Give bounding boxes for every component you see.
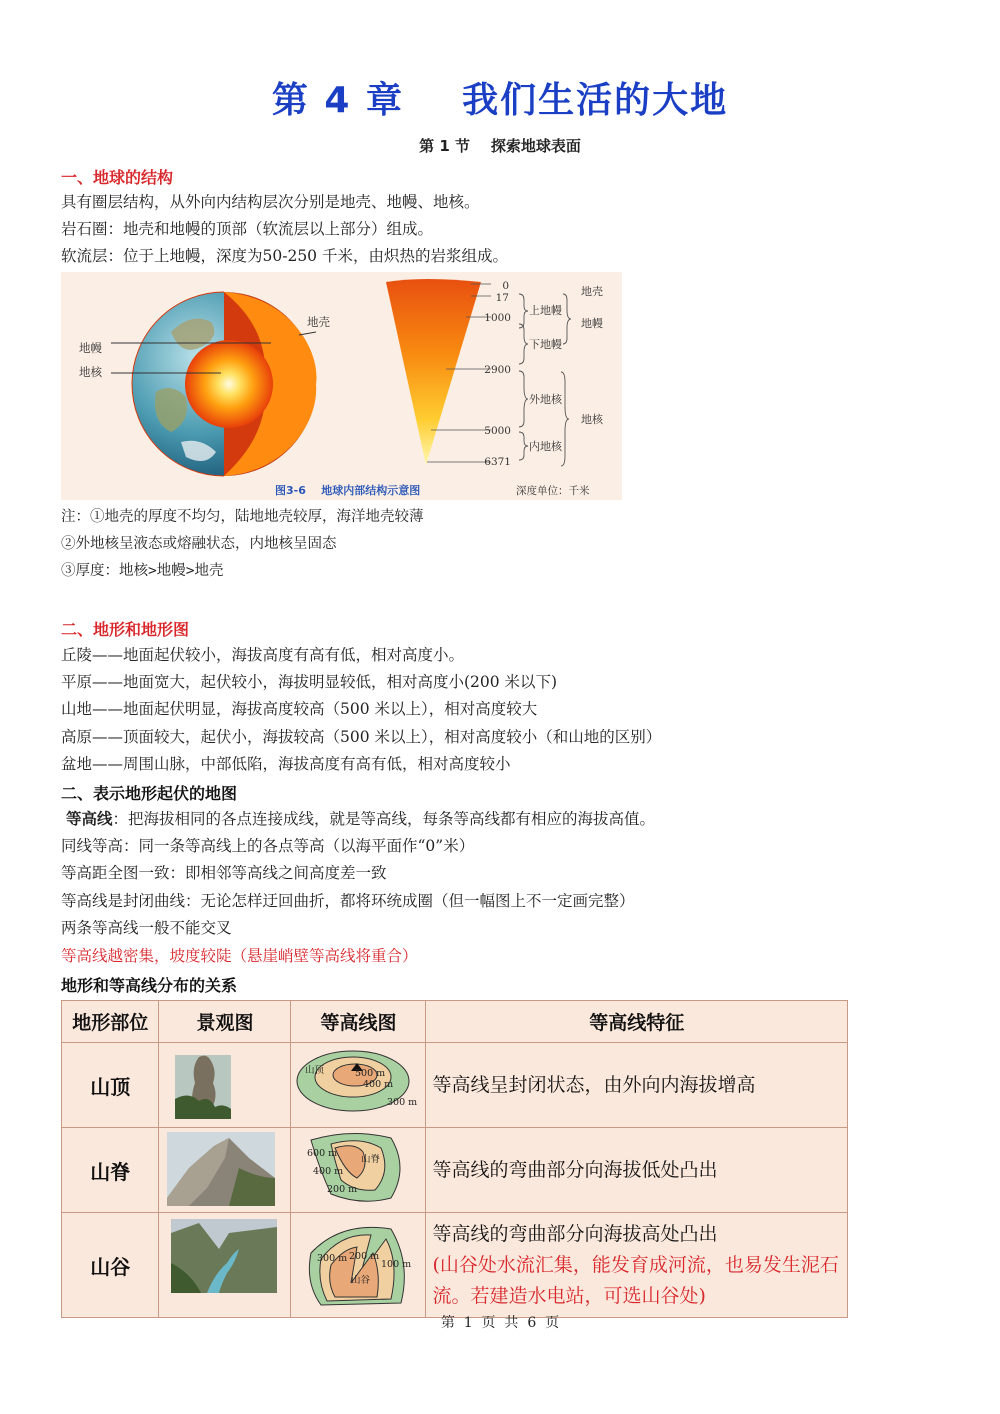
depth-0: 0 — [502, 280, 509, 292]
landscape-photo-valley — [159, 1213, 291, 1318]
label-mantle: 地幔 — [79, 341, 102, 355]
feature-cell — [426, 1213, 848, 1318]
contour-map-ridge — [291, 1128, 426, 1213]
text-line: 等高线是封闭曲线：无论怎样迂回曲折，都将环统成圈（但一幅图上不一定画完整） — [61, 892, 635, 910]
landform-name: 山谷 — [62, 1213, 159, 1318]
layer-crust: 地壳 — [581, 285, 603, 298]
feature-text: 等高线的弯曲部分向海拔高处凸出 — [432, 1222, 718, 1245]
contour-map-valley — [291, 1213, 426, 1318]
map-label: 500 m — [355, 1068, 386, 1079]
map-label: 300 m — [317, 1253, 348, 1264]
heading-earth-structure: 一、地球的结构 — [61, 168, 174, 187]
landscape-photo-ridge — [159, 1128, 291, 1213]
layer-upper-mantle: 上地幔 — [529, 304, 562, 317]
feature-cell — [426, 1128, 848, 1213]
feature-red-note: (山谷处水流汇集，能发育成河流，也易发生泥石流。若建造水电站，可选山谷处) — [432, 1253, 839, 1307]
contour-def-text: ：把海拔相同的各点连接成线，就是等高线，每条等高线都有相应的海拔高值。 — [112, 810, 656, 828]
layer-mantle: 地幔 — [581, 317, 603, 330]
table-header: 地形部位 — [62, 1001, 159, 1043]
depth-17: 17 — [495, 292, 509, 304]
text-line: 岩石圈：地壳和地幔的顶部（软流层以上部分）组成。 — [61, 220, 434, 238]
depth-2900: 2900 — [484, 364, 511, 376]
layer-outer-core: 外地核 — [529, 393, 562, 406]
table-row — [62, 1213, 848, 1318]
map-label: 山谷 — [351, 1275, 371, 1286]
figure-caption: 图3-6 地球内部结构示意图 — [275, 484, 421, 497]
note-line: ②外地核呈液态或熔融状态，内地核呈固态 — [61, 536, 337, 552]
landscape-photo-summit — [159, 1043, 291, 1128]
landform-name: 山脊 — [62, 1128, 159, 1213]
label-crust: 地壳 — [307, 315, 330, 329]
page-footer: 第 1 页 共 6 页 — [440, 1315, 560, 1331]
feature-text: 等高线呈封闭状态，由外向内海拔增高 — [432, 1073, 756, 1096]
label-core: 地核 — [79, 365, 102, 379]
text-line: 盆地——周围山脉，中部低陷，海拔高度有高有低，相对高度较小 — [61, 755, 511, 773]
contour-term: 等高线 — [66, 810, 113, 828]
map-label: 100 m — [381, 1259, 412, 1270]
depth-6371: 6371 — [484, 456, 511, 468]
table-header: 景观图 — [159, 1001, 291, 1043]
text-line: 平原——地面宽大，起伏较小，海拔明显较低，相对高度小(200 米以下) — [61, 673, 558, 691]
text-line: 两条等高线一般不能交叉 — [61, 919, 232, 937]
table-title: 地形和等高线分布的关系 — [61, 976, 238, 995]
chapter-title: 第 4 章 我们生活的大地 — [271, 80, 729, 121]
map-label: 600 m — [307, 1148, 338, 1159]
landform-contour-table — [61, 1000, 848, 1318]
feature-cell — [426, 1043, 848, 1128]
table-row — [62, 1043, 848, 1128]
text-line: 等高距全图一致：即相邻等高线之间高度差一致 — [61, 864, 387, 882]
map-label: 山顶 — [305, 1065, 325, 1076]
map-label: 400 m — [363, 1079, 394, 1090]
layer-core: 地核 — [581, 413, 603, 426]
text-line: 同线等高：同一条等高线上的各点等高（以海平面作“0”米） — [61, 837, 475, 855]
depth-wedge — [386, 279, 481, 465]
map-label: 300 m — [387, 1097, 418, 1108]
globe-cutaway-icon — [132, 292, 317, 476]
text-line: 软流层：位于上地幔，深度为50-250 千米，由炽热的岩浆组成。 — [61, 247, 508, 265]
table-row — [62, 1128, 848, 1213]
earth-structure-figure — [61, 272, 622, 500]
heading-landforms: 二、地形和地形图 — [61, 620, 190, 639]
heading-relief-map: 二、表示地形起伏的地图 — [61, 784, 238, 803]
table-header: 等高线特征 — [426, 1001, 848, 1043]
text-line: 山地——地面起伏明显，海拔高度较高（500 米以上），相对高度较大 — [61, 700, 538, 718]
text-line: 丘陵——地面起伏较小，海拔高度有高有低，相对高度小。 — [61, 646, 465, 664]
table-header: 等高线图 — [291, 1001, 426, 1043]
map-label: 400 m — [313, 1166, 344, 1177]
layer-inner-core: 内地核 — [529, 440, 562, 453]
map-label: 山脊 — [361, 1154, 381, 1165]
landform-name: 山顶 — [62, 1043, 159, 1128]
contour-definition — [66, 809, 655, 829]
depth-unit: 深度单位：千米 — [516, 485, 590, 497]
note-line: ③厚度：地核>地幔>地壳 — [61, 563, 224, 579]
depth-5000: 5000 — [484, 425, 511, 437]
text-line: 高原——顶面较大，起伏小，海拔较高（500 米以上），相对高度较小（和山地的区别） — [61, 728, 662, 746]
feature-text: 等高线的弯曲部分向海拔低处凸出 — [432, 1158, 718, 1181]
text-line: 具有圈层结构，从外向内结构层次分别是地壳、地幔、地核。 — [61, 193, 480, 211]
red-note: 等高线越密集，坡度较陡（悬崖峭壁等高线将重合） — [61, 947, 418, 965]
depth-1000: 1000 — [484, 312, 511, 324]
contour-map-summit — [291, 1043, 426, 1128]
map-label: 200 m — [327, 1184, 358, 1195]
section-subtitle: 第 1 节 探索地球表面 — [419, 137, 581, 155]
layer-lower-mantle: 下地幔 — [529, 338, 562, 351]
map-label: 200 m — [349, 1251, 380, 1262]
note-line: 注：①地壳的厚度不均匀，陆地地壳较厚，海洋地壳较薄 — [61, 509, 424, 525]
